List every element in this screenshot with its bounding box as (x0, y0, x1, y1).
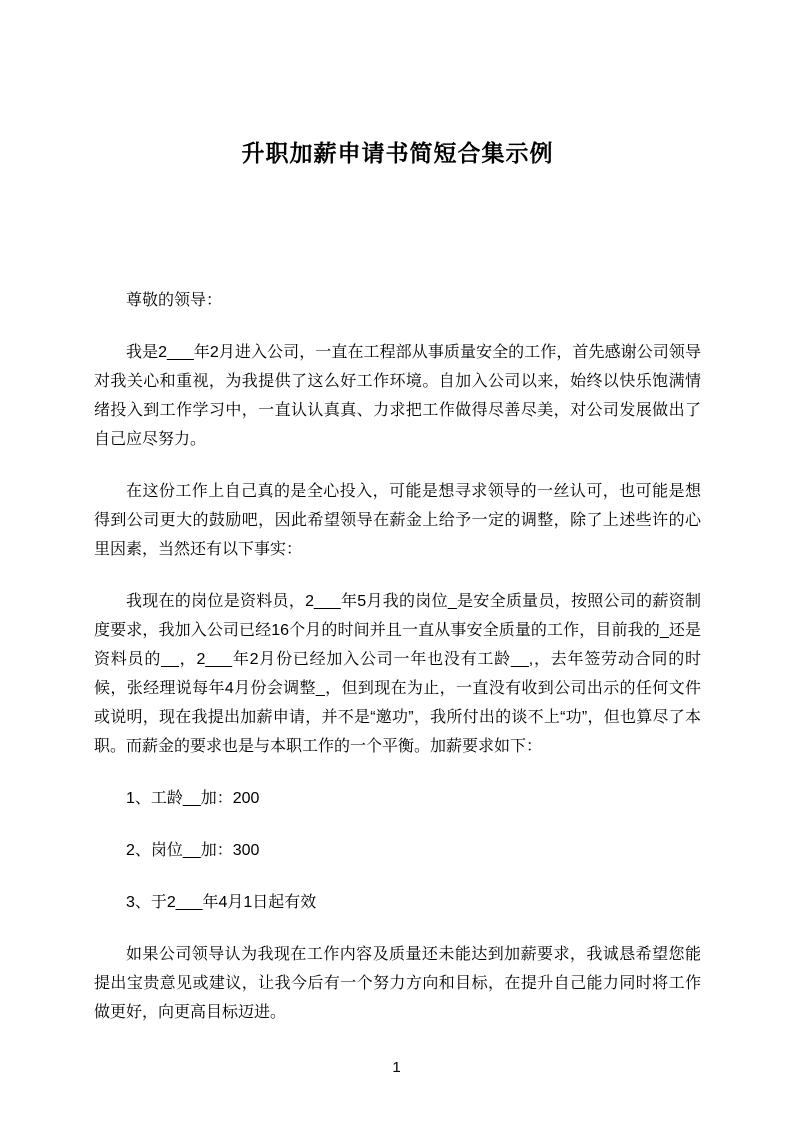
closing-paragraph: 如果公司领导认为我现在工作内容及质量还未能达到加薪要求，我诚恳希望您能提出宝贵意见或建议，让我今后有一个努力方向和目标，在提升自己能力同时将工作做更好，向更高目标迈进。 (94, 946, 701, 1021)
document-body (94, 286, 701, 1027)
paragraph-intro: 我是2___年2月进入公司，一直在工程部从事质量安全的工作，首先感谢公司领导对我关心和重视，为我提供了这么好工作环境。自加入公司以来，始终以快乐饱满情绪投入到工作学习中，一直认认真真、力求把工作做得尽善尽美，对公司发展做出了自己应尽努力。 (94, 344, 701, 448)
document-title: 升职加薪申请书简短合集示例 (241, 140, 554, 166)
paragraph-motivation: 在这份工作上自己真的是全心投入，可能是想寻求领导的一丝认可，也可能是想得到公司更大的鼓励吧，因此希望领导在薪金上给予一定的调整，除了上述些许的心里因素，当然还有以下事实： (94, 483, 701, 558)
salary-request-item-3: 3、于2___年4月1日起有效 (126, 894, 317, 911)
salary-request-item-1: 1、工龄__加：200 (126, 790, 260, 807)
salary-request-item-2: 2、岗位__加：300 (126, 842, 260, 859)
paragraph-facts: 我现在的岗位是资料员，2___年5月我的岗位_是安全质量员，按照公司的薪资制度要求，我加入公司已经16个月的时间并且一直从事安全质量的工作，目前我的_还是资料员的__，2___年2月份已经加入公司一年也没有工龄__,，去年签劳动合同的时候，张经理说每年4月份会调整_，但到现在为止，一直没有收到公司出示的任何文件或说明，现在我提出加薪申请，并不是“邀功”，我所付出的谈不上“功”，但也算尽了本职。而薪金的要求也是与本职工作的一个平衡。加薪要求如下： (94, 593, 701, 755)
page-number: 1 (392, 1059, 401, 1076)
salutation: 尊敬的领导： (126, 292, 223, 309)
